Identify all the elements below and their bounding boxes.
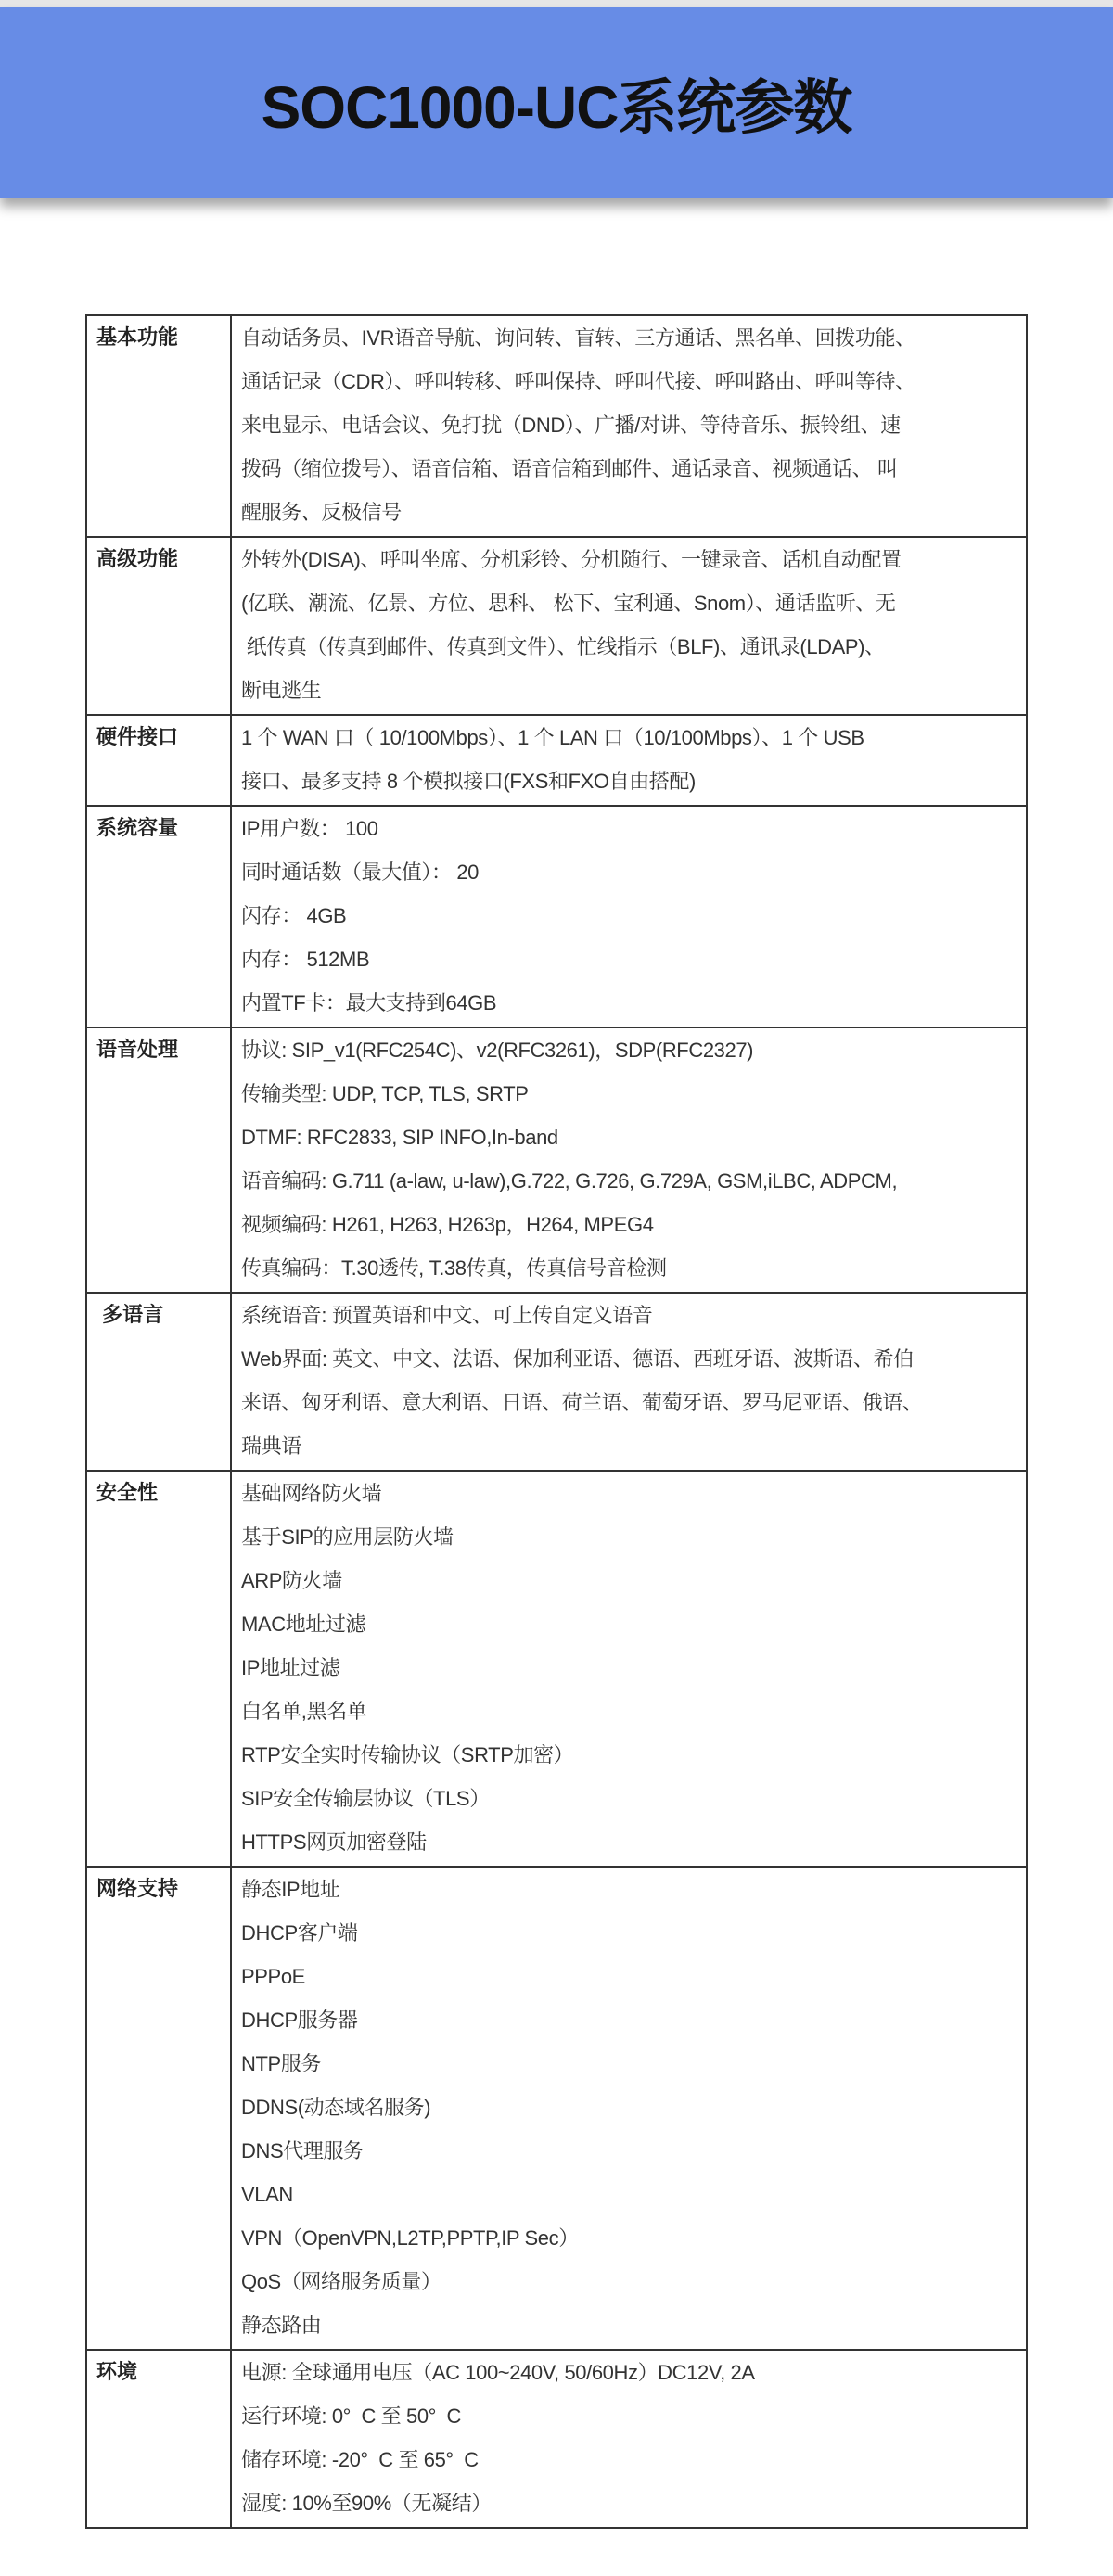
spec-line: NTP服务	[241, 2052, 322, 2075]
spec-line: VPN（OpenVPN,L2TP,PPTP,IP Sec）	[241, 2226, 579, 2250]
spec-line: 白名单,黑名单	[241, 1700, 367, 1723]
spec-row	[86, 1867, 1027, 2350]
spec-details	[231, 537, 1027, 715]
spec-category-label: 多语言	[86, 1293, 231, 1471]
spec-line: 纸传真（传真到邮件、传真到文件）、忙线指示（BLF)、通讯录(LDAP)、	[241, 635, 885, 658]
spec-line: SIP安全传输层协议（TLS）	[241, 1787, 490, 1810]
spec-line: ARP防火墙	[241, 1569, 342, 1592]
spec-category-label: 系统容量	[86, 806, 231, 1027]
spec-line: 1 个 WAN 口（ 10/100Mbps）、1 个 LAN 口（10/100Mbps）、1 个 USB	[241, 726, 864, 749]
spec-line: MAC地址过滤	[241, 1613, 366, 1636]
spec-line: IP地址过滤	[241, 1656, 340, 1679]
spec-line: 瑞典语	[241, 1435, 301, 1458]
spec-category-label: 基本功能	[86, 315, 231, 537]
spec-row	[86, 1293, 1027, 1471]
spec-line: 协议: SIP_v1(RFC254C)、v2(RFC3261)，SDP(RFC2327)	[241, 1039, 754, 1062]
spec-line: Web界面: 英文、中文、法语、保加利亚语、德语、西班牙语、波斯语、希伯	[241, 1347, 914, 1371]
spec-line: 静态路由	[241, 2314, 322, 2337]
top-strip	[0, 0, 1113, 7]
spec-line: RTP安全实时传输协议（SRTP加密）	[241, 1743, 574, 1766]
spec-details	[231, 715, 1027, 806]
spec-row	[86, 806, 1027, 1027]
spec-line: PPPoE	[241, 1965, 305, 1988]
spec-line: 内存： 512MB	[241, 948, 370, 971]
spec-line: 基于SIP的应用层防火墙	[241, 1525, 454, 1549]
title-banner	[0, 7, 1113, 198]
spec-details	[231, 1471, 1027, 1867]
spec-line: 接口、最多支持 8 个模拟接口(FXS和FXO自由搭配)	[241, 770, 696, 793]
spec-table	[85, 314, 1028, 2529]
spec-details	[231, 2350, 1027, 2528]
spec-category-label: 网络支持	[86, 1867, 231, 2350]
spec-line: 外转外(DISA)、呼叫坐席、分机彩铃、分机随行、一键录音、话机自动配置	[241, 548, 902, 571]
spec-line: (亿联、潮流、亿景、方位、思科、 松下、宝利通、Snom）、通话监听、无	[241, 592, 896, 615]
spec-line: 电源: 全球通用电压（AC 100~240V, 50/60Hz）DC12V, 2A	[241, 2361, 755, 2384]
spec-line: 来电显示、电话会议、免打扰（DND）、广播/对讲、等待音乐、振铃组、速	[241, 414, 901, 437]
spec-line: 醒服务、反极信号	[241, 501, 402, 524]
spec-line: 来语、匈牙利语、意大利语、日语、荷兰语、葡萄牙语、罗马尼亚语、俄语、	[241, 1391, 923, 1414]
spec-row	[86, 715, 1027, 806]
spec-line: DDNS(动态域名服务)	[241, 2096, 431, 2119]
spec-line: IP用户数： 100	[241, 817, 378, 840]
spec-table-body	[86, 315, 1027, 2528]
spec-line: 拨码（缩位拨号）、语音信箱、语音信箱到邮件、通话录音、视频通话、 叫	[241, 457, 898, 480]
spec-line: 传输类型: UDP, TCP, TLS, SRTP	[241, 1082, 529, 1105]
spec-details	[231, 1293, 1027, 1471]
spec-line: 语音编码: G.711 (a-law, u-law),G.722, G.726, G.729A, GSM,iLBC, ADPCM,	[241, 1169, 898, 1192]
spec-line: 系统语音: 预置英语和中文、可上传自定义语音	[241, 1304, 653, 1327]
spec-line: 传真编码：T.30透传, T.38传真，传真信号音检测	[241, 1256, 667, 1280]
spec-line: 运行环境: 0° C 至 50° C	[241, 2404, 461, 2428]
spec-line: 湿度: 10%至90%（无凝结）	[241, 2492, 492, 2515]
spec-line: 视频编码: H261, H263, H263p，H264, MPEG4	[241, 1213, 654, 1236]
spec-row	[86, 1027, 1027, 1293]
spec-line: 静态IP地址	[241, 1878, 340, 1901]
spec-line: 闪存： 4GB	[241, 904, 347, 927]
spec-row	[86, 537, 1027, 715]
spec-details	[231, 1027, 1027, 1293]
spec-line: 自动话务员、IVR语音导航、询问转、盲转、三方通话、黑名单、回拨功能、	[241, 326, 915, 350]
spec-line: 通话记录（CDR）、呼叫转移、呼叫保持、呼叫代接、呼叫路由、呼叫等待、	[241, 370, 915, 393]
spec-line: 储存环境: -20° C 至 65° C	[241, 2448, 479, 2471]
spec-line: DHCP服务器	[241, 2009, 358, 2032]
spec-details	[231, 806, 1027, 1027]
spec-line: DHCP客户端	[241, 1921, 358, 1945]
spec-category-label: 硬件接口	[86, 715, 231, 806]
page-title: SOC1000-UC系统参数	[261, 73, 852, 141]
spec-line: 内置TF卡：最大支持到64GB	[241, 991, 497, 1014]
spec-line: HTTPS网页加密登陆	[241, 1830, 427, 1854]
spec-line: VLAN	[241, 2183, 293, 2206]
spec-details	[231, 315, 1027, 537]
spec-row	[86, 1471, 1027, 1867]
spec-category-label: 高级功能	[86, 537, 231, 715]
spec-line: 断电逃生	[241, 679, 322, 702]
spec-row	[86, 315, 1027, 537]
spec-line: DNS代理服务	[241, 2139, 364, 2162]
spec-category-label: 语音处理	[86, 1027, 231, 1293]
spec-category-label: 环境	[86, 2350, 231, 2528]
spec-category-label: 安全性	[86, 1471, 231, 1867]
spec-row	[86, 2350, 1027, 2528]
spec-line: 同时通话数（最大值）： 20	[241, 861, 479, 884]
spec-details	[231, 1867, 1027, 2350]
spec-line: QoS（网络服务质量）	[241, 2270, 441, 2293]
spec-line: DTMF: RFC2833, SIP INFO,In-band	[241, 1126, 558, 1149]
spec-line: 基础网络防火墙	[241, 1482, 382, 1505]
